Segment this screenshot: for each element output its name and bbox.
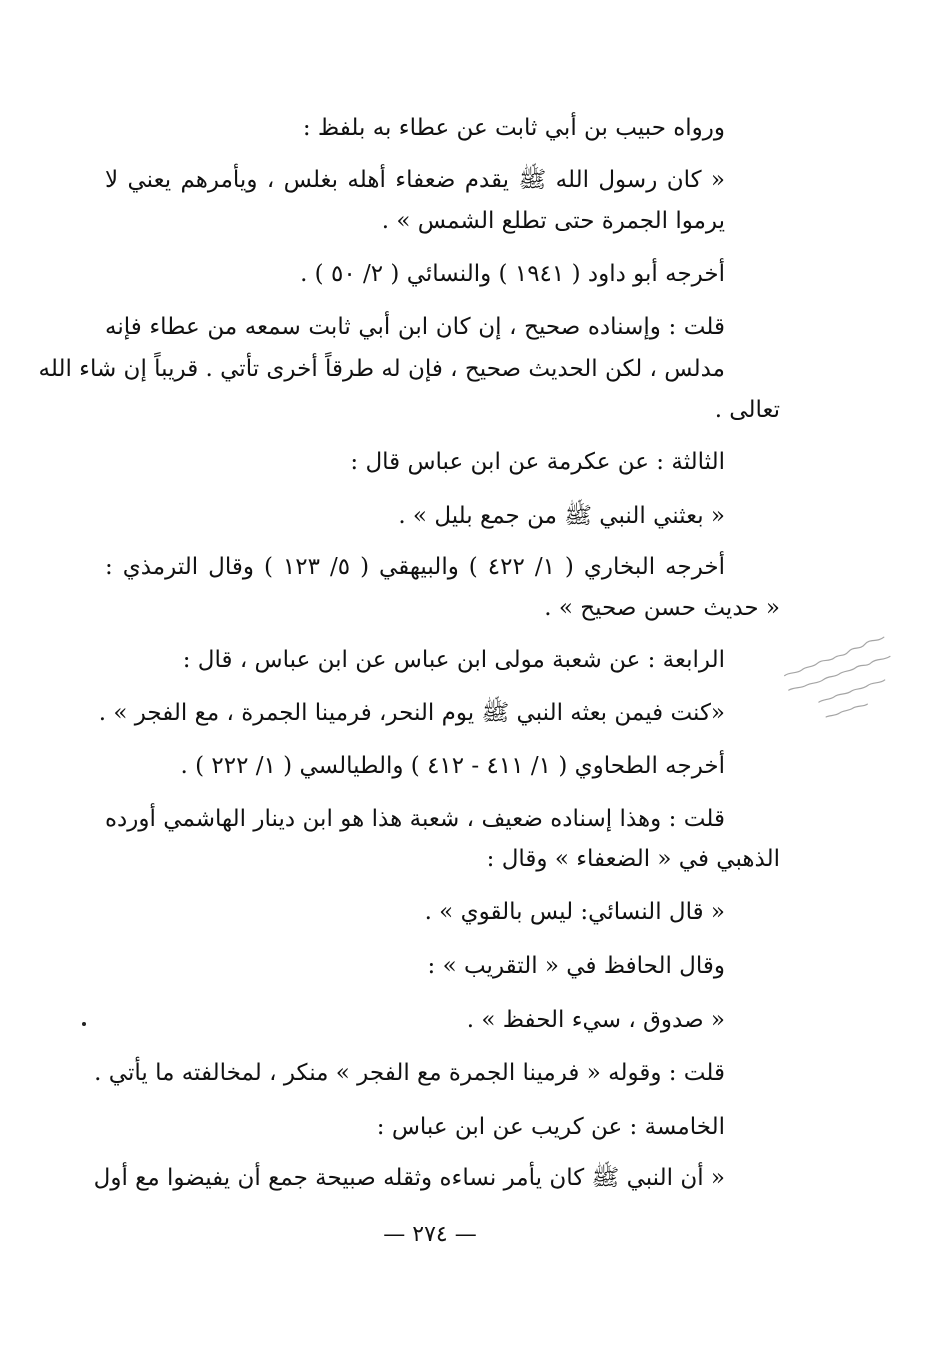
text-line: قلت : وقوله « فرمينا الجمرة مع الفجر » منكر ، لمخالفته ما يأتي . (94, 1060, 725, 1086)
text-line: « صدوق ، سيء الحفظ » . (466, 1007, 725, 1033)
text-line: الخامسة : عن كريب عن ابن عباس : (376, 1114, 725, 1140)
text-line: « حديث حسن صحيح » . (544, 595, 780, 621)
text-line: مدلس ، لكن الحديث صحيح ، فإن له طرقاً أخرى تأتي . قريباً إن شاء الله (38, 356, 725, 382)
handwritten-margin-note (745, 625, 909, 739)
text-line: أخرجه أبو داود ( ١٩٤١ ) والنسائي ( ٢/ ٥٠ ) . (300, 261, 725, 287)
text-line: « قال النسائي: ليس بالقوي » . (424, 899, 725, 925)
text-line: ورواه حبيب بن أبي ثابت عن عطاء به بلفظ : (302, 115, 725, 141)
text-line: « أن النبي ﷺ كان يأمر نساءه وثقله صبيحة جمع أن يفيضوا مع أول (93, 1165, 725, 1191)
page-number: — ٢٧٤ — (383, 1222, 477, 1247)
text-line: قلت : وإسناده صحيح ، إن كان ابن أبي ثابت سمعه من عطاء فإنه (105, 314, 725, 340)
text-line: أخرجه الطحاوي ( ١/ ٤١١ - ٤١٢ ) والطيالسي ( ١/ ٢٢٢ ) . (180, 753, 725, 779)
text-line: قلت : وهذا إسناده ضعيف ، شعبة هذا هو ابن دينار الهاشمي أورده (105, 806, 725, 832)
text-line: الذهبي في « الضعفاء » وقال : (486, 846, 780, 872)
text-line: وقال الحافظ في « التقريب » : (427, 953, 725, 979)
text-line: « بعثني النبي ﷺ من جمع بليل » . (398, 503, 725, 529)
stray-dot (82, 1022, 86, 1026)
text-line: الرابعة : عن شعبة مولى ابن عباس عن ابن عباس ، قال : (182, 647, 725, 673)
text-line: أخرجه البخاري ( ١/ ٤٢٢ ) والبيهقي ( ٥/ ١٢٣ ) وقال الترمذي : (105, 554, 726, 580)
text-line: يرموا الجمرة حتى تطلع الشمس » . (381, 208, 725, 234)
text-line: « كان رسول الله ﷺ يقدم ضعفاء أهله بغلس ، ويأمرهم يعني لا (105, 167, 725, 193)
text-line: «كنت فيمن بعثه النبي ﷺ يوم النحر، فرمينا الجمرة ، مع الفجر » . (98, 700, 725, 726)
text-line: الثالثة : عن عكرمة عن ابن عباس قال : (350, 449, 725, 475)
text-line: تعالى . (714, 397, 780, 423)
